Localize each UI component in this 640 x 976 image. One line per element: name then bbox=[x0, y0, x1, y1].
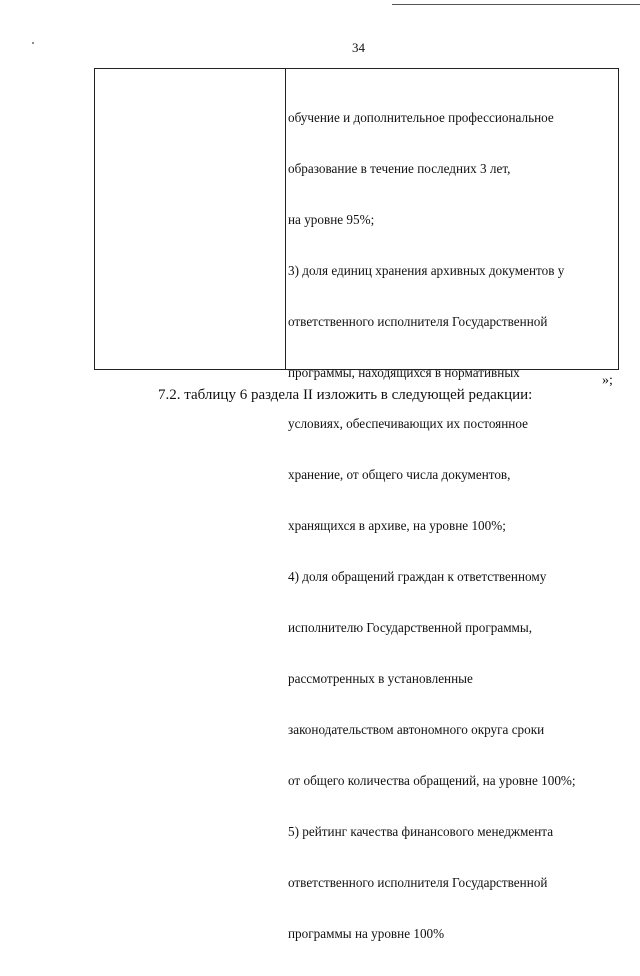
table-cell-line: программы, находящихся в нормативных bbox=[288, 365, 520, 380]
scan-speck bbox=[32, 42, 34, 44]
table-cell-line: ответственного исполнителя Государственной bbox=[288, 875, 548, 890]
table-cell-line: рассмотренных в установленные bbox=[288, 671, 473, 686]
table-cell-line: от общего количества обращений, на уровне 100%; bbox=[288, 773, 576, 788]
page-number: 34 bbox=[352, 40, 365, 55]
table-cell-right bbox=[288, 75, 620, 976]
table-cell-line: обучение и дополнительное профессиональное bbox=[288, 110, 554, 125]
scan-edge-line bbox=[392, 4, 640, 5]
table-cell-line: 3) доля единиц хранения архивных документов у bbox=[288, 263, 565, 278]
paragraph-7-2: 7.2. таблицу 6 раздела II изложить в следующей редакции: bbox=[158, 387, 533, 403]
table-cell-line: 4) доля обращений граждан к ответственному bbox=[288, 569, 547, 584]
table-cell-line: на уровне 95%; bbox=[288, 212, 375, 227]
table-cell-line: 5) рейтинг качества финансового менеджмента bbox=[288, 824, 554, 839]
table-cell-line: образование в течение последних 3 лет, bbox=[288, 161, 511, 176]
table-cell-line: хранящихся в архиве, на уровне 100%; bbox=[288, 518, 506, 533]
table-cell-line: исполнителю Государственной программы, bbox=[288, 620, 533, 635]
table-cell-line: хранение, от общего числа документов, bbox=[288, 467, 511, 482]
table-cell-line: законодательством автономного округа сроки bbox=[288, 722, 545, 737]
table-cell-line: ответственного исполнителя Государственной bbox=[288, 314, 548, 329]
table-column-divider bbox=[285, 69, 286, 369]
table-cell-line: условиях, обеспечивающих их постоянное bbox=[288, 416, 528, 431]
closing-quote: »; bbox=[602, 373, 613, 388]
table-cell-line: программы на уровне 100% bbox=[288, 926, 445, 941]
